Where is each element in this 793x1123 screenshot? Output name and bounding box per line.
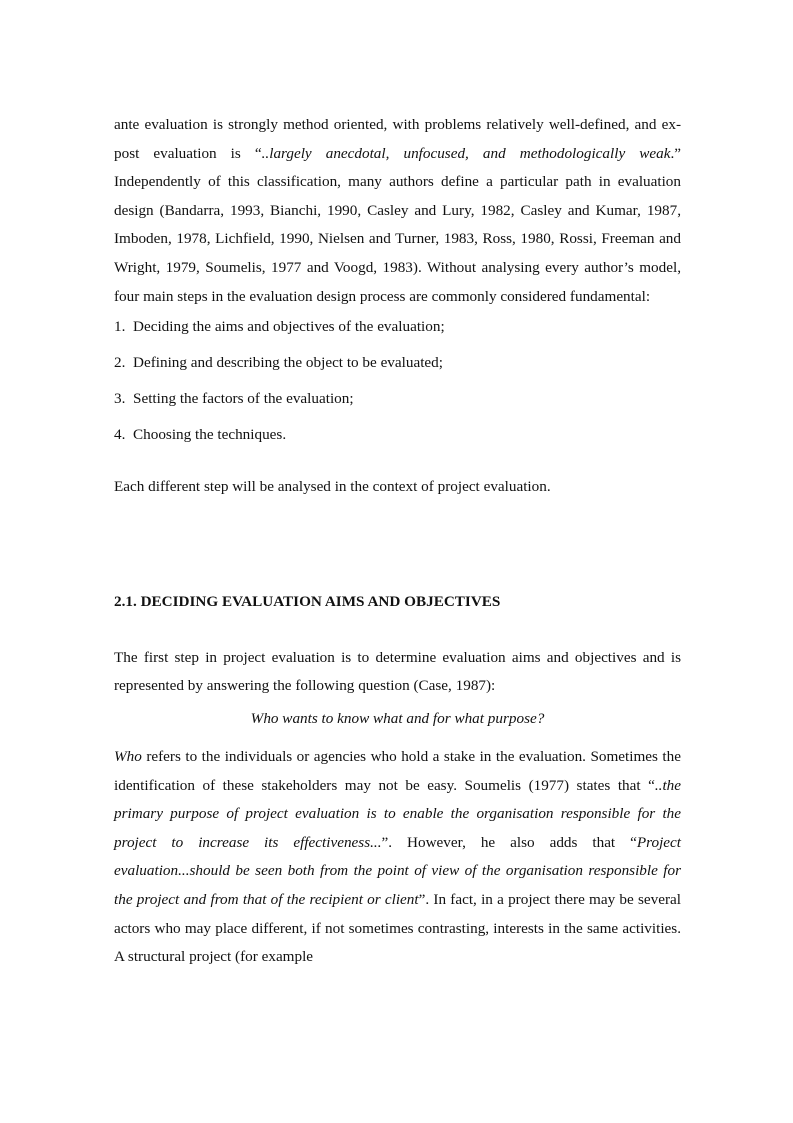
document-page [114,113,681,972]
list-text: Deciding the aims and objectives of the evaluation; [133,318,445,336]
list-number: 4. [114,426,126,444]
intro-quote: ..largely anecdotal, unfocused, and methodologically weak [261,144,671,162]
key-question: Who wants to know what and for what purpose? [250,709,545,727]
section-paragraph-2 [114,743,681,972]
list-item [114,317,681,337]
who-term: Who [114,747,142,765]
list-item [114,353,681,373]
who-text: refers to the individuals or agencies who hold a stake in the evaluation. Sometimes the identification of these stakeholders may not be easy. [114,747,681,794]
list-text: Choosing the techniques. [133,426,287,444]
soumelis-text-b: ”. However, he also adds that “ [381,833,637,851]
list-text: Setting the factors of the evaluation; [133,390,354,408]
steps-closing-paragraph: Each different step will be analysed in the context of project evaluation. [114,478,551,496]
soumelis-quote-2: Project evaluation...should be seen both from the point of view of the organisation responsible for the project and from that of the recipient or client [114,833,682,908]
section-paragraph-1: The first step in project evaluation is to determine evaluation aims and objectives and is represented by answering the following question (Case, 1987): [114,648,681,695]
soumelis-text-a: Soumelis (1977) states that “ [464,776,655,794]
list-item [114,389,681,409]
list-text: Defining and describing the object to be evaluated; [133,354,443,372]
soumelis-text-c: ”. [418,890,430,908]
actors-text: In fact, in a project there may be several actors who may place different, if not sometimes contrasting, interests in the same activities. A structural project (for example [114,890,681,966]
list-number: 1. [114,318,126,336]
list-number: 3. [114,390,126,408]
intro-paragraph [114,111,681,311]
steps-list [114,317,681,445]
intro-text-a: ante evaluation is strongly method oriented, with problems relatively well-defined, and ex-post evaluation is “ [114,116,681,162]
section-heading: 2.1. DECIDING EVALUATION AIMS AND OBJECTIVES [114,592,501,610]
list-item [114,425,681,445]
intro-text-b: .” [670,144,681,162]
intro-paragraph-2: Independently of this classification, many authors define a particular path in evaluation design (Bandarra, 1993, Bianchi, 1990, Casley and Lury, 1982, Casley and Kumar, 1987, Imboden, 1978, Lichfield, 1990, Nielsen and Turner, 1983, Ross, 1980, Rossi, Freeman and Wright, 1979, Soumelis, 1977 and Voogd, 1983). Without analysing every author’s model, four main steps in the evaluation design process are commonly considered fundamental: [114,173,681,305]
list-number: 2. [114,354,126,372]
soumelis-quote-1: ..the primary purpose of project evaluation is to enable the organisation responsible for the project to increase its effectiveness... [114,776,681,851]
